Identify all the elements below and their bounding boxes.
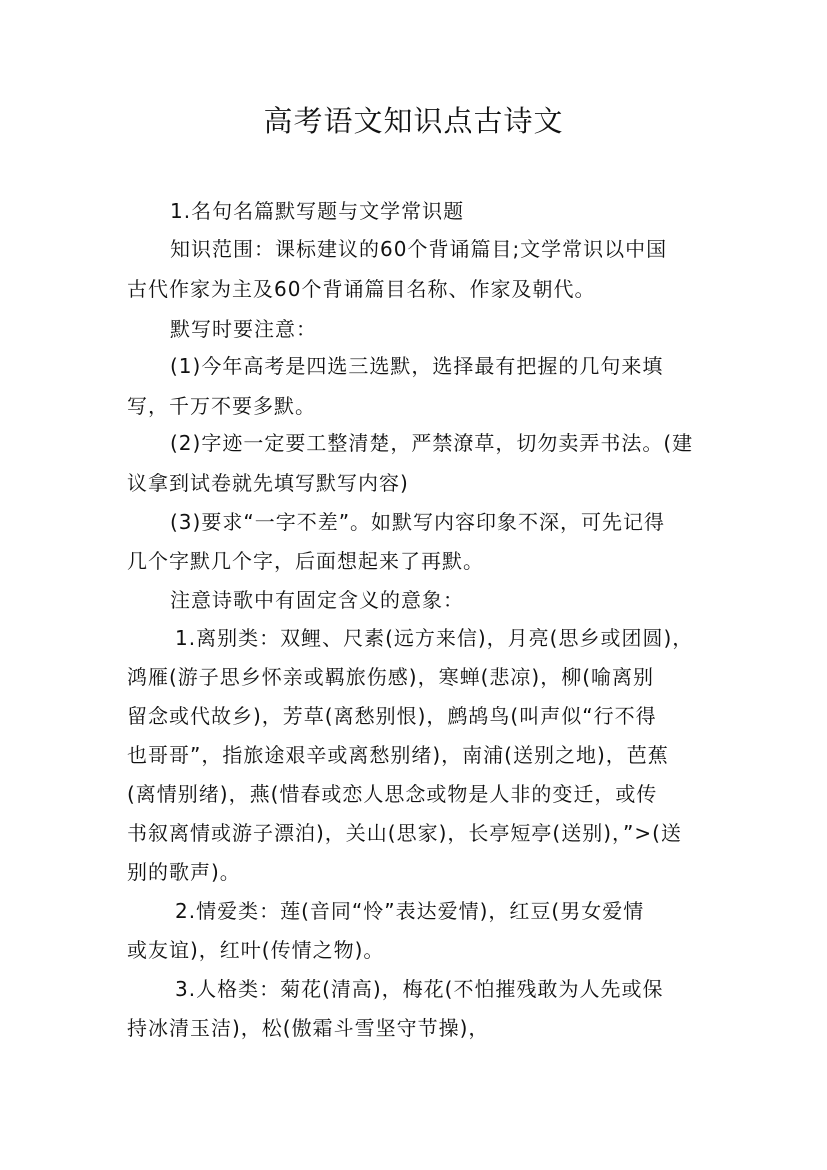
paragraph-line: 古代作家为主及60个背诵篇目名称、作家及朝代。 <box>127 277 596 301</box>
paragraph-line: (离情别绪)，燕(惜春或恋人思念或物是人非的变迁，或传 <box>127 782 658 806</box>
heading-line: 1.名句名篇默写题与文学常识题 <box>170 199 465 223</box>
paragraph-line: 别的歌声)。 <box>127 860 241 884</box>
paragraph-line: 2.情爱类：莲(音同“怜”表达爱情)，红豆(男女爱情 <box>175 899 645 923</box>
paragraph-line: (3)要求“一字不差”。如默写内容印象不深，可先记得 <box>170 510 666 534</box>
paragraph-line: 议拿到试卷就先填写默写内容) <box>127 471 409 495</box>
paragraph-line: (1)今年高考是四选三选默，选择最有把握的几句来填 <box>170 354 664 378</box>
paragraph-line: 默写时要注意： <box>170 317 317 341</box>
paragraph-line: 留念或代故乡)，芳草(离愁别恨)，鹧鸪鸟(叫声似“行不得 <box>127 704 657 728</box>
paragraph-line: 注意诗歌中有固定含义的意象： <box>170 588 464 612</box>
paragraph-line: 鸿雁(游子思乡怀亲或羁旅伤感)，寒蝉(悲凉)，柳(喻离别 <box>127 665 655 689</box>
paragraph-line: 知识范围：课标建议的60个背诵篇目;文学常识以中国 <box>170 237 668 261</box>
paragraph-line: 1.离别类：双鲤、尺素(远方来信)，月亮(思乡或团圆)， <box>175 626 694 650</box>
paragraph-line: 书叙离情或游子漂泊)，关山(思家)，长亭短亭(送别)，”>(送 <box>127 821 682 845</box>
paragraph-line: 也哥哥”，指旅途艰辛或离愁别绪)，南浦(送别之地)，芭蕉 <box>127 743 669 767</box>
document-title: 高考语文知识点古诗文 <box>263 104 564 138</box>
paragraph-line: (2)字迹一定要工整清楚，严禁潦草，切勿卖弄书法。(建 <box>170 431 694 455</box>
paragraph-line: 或友谊)，红叶(传情之物)。 <box>127 938 385 962</box>
paragraph-line: 几个字默几个字，后面想起来了再默。 <box>127 549 484 573</box>
paragraph-line: 3.人格类：菊花(清高)，梅花(不怕摧残敢为人先或保 <box>175 977 664 1001</box>
paragraph-line: 写，千万不要多默。 <box>127 394 316 418</box>
paragraph-line: 持冰清玉洁)，松(傲霜斗雪坚守节操)， <box>127 1016 490 1040</box>
